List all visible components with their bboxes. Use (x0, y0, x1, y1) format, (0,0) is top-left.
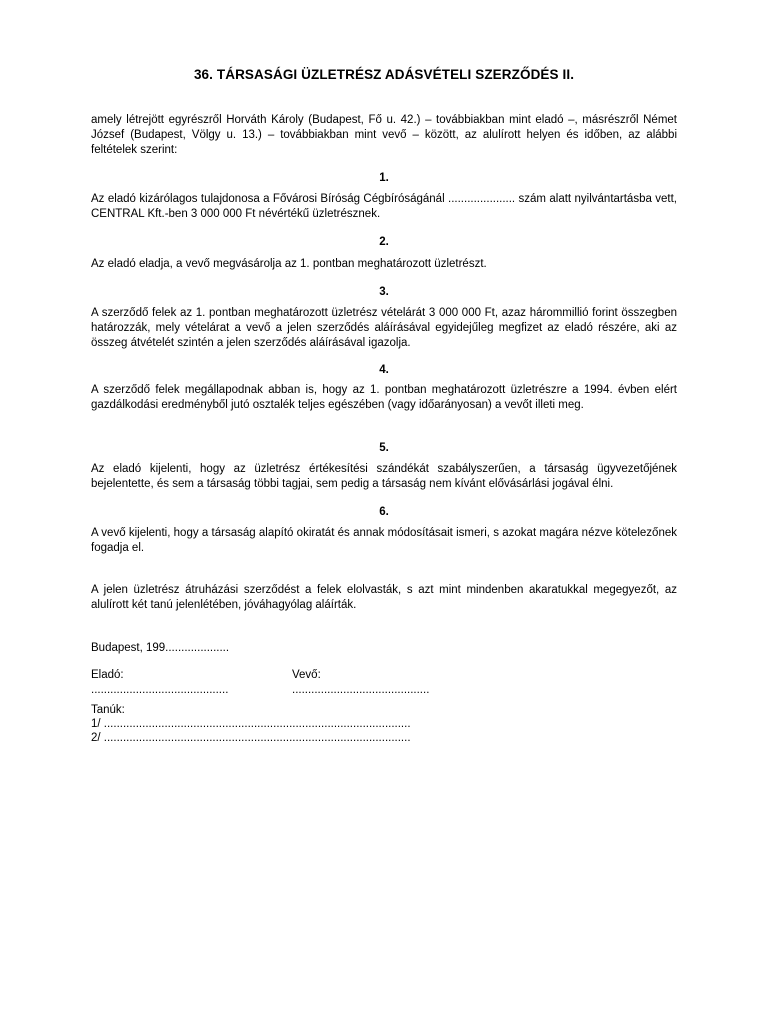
closing-paragraph: A jelen üzletrész átruházási szerződést a felek elolvasták, s azt mint mindenben akaratukkal megegyezőt, az alulírott két tanú jelenlétében, jóváhagyólag aláírták. (91, 584, 677, 611)
section-number: 1. (379, 172, 389, 184)
seller-signature-line: ........................................... (91, 684, 229, 696)
document-title: 36. TÁRSASÁGI ÜZLETRÉSZ ADÁSVÉTELI SZERZŐDÉS II. (193, 67, 575, 82)
section-text: A szerződő felek az 1. pontban meghatározott üzletrész vételárát 3 000 000 Ft, azaz hárommillió forint összegben határozzák, mely vételárat a vevő a jelen szerződés aláírásával egyidejűleg megfizet az eladó részére, aki az összeg átvételét szintén a jelen szerződés aláírásával igazolja. (91, 307, 677, 349)
section-text: Az eladó eladja, a vevő megvásárolja az 1. pontban meghatározott üzletrészt. (91, 258, 487, 270)
buyer-signature-line: ........................................... (292, 684, 430, 696)
section-text: A szerződő felek megállapodnak abban is, hogy az 1. pontban meghatározott üzletrészre a 1994. évben elért gazdálkodási eredményből jutó osztalék teljes egészében (vagy időarányosan) a vevőt illeti meg. (91, 384, 677, 411)
buyer-label: Vevő: (292, 669, 321, 681)
witness-2-line: 2/ ................................................................................................ (91, 732, 411, 744)
section-number: 4. (379, 364, 389, 376)
section-number: 3. (379, 286, 389, 298)
witness-1-line: 1/ ................................................................................................ (91, 718, 411, 730)
section-number: 5. (379, 442, 389, 454)
intro-paragraph: amely létrejött egyrészről Horváth Károly (Budapest, Fő u. 42.) – továbbiakban mint eladó –, másrészről Német József (Budapest, Völgy u. 13.) – továbbiakban mint vevő – között, az alulírott helyen és időben, az alábbi feltételek szerint: (91, 114, 677, 156)
section-text: Az eladó kijelenti, hogy az üzletrész értékesítési szándékát szabályszerűen, a társaság ügyvezetőjének bejelentette, és sem a társaság többi tagjai, sem pedig a társaság nem kívánt elővásárlási jogával élni. (91, 463, 677, 490)
section-number: 2. (379, 236, 389, 248)
section-number: 6. (379, 506, 389, 518)
place-date: Budapest, 199.................... (91, 642, 230, 654)
witnesses-label: Tanúk: (91, 704, 125, 716)
section-text: A vevő kijelenti, hogy a társaság alapító okiratát és annak módosításait ismeri, s azokat magára nézve kötelezőnek fogadja el. (91, 527, 677, 554)
section-text: Az eladó kizárólagos tulajdonosa a Fővárosi Bíróság Cégbíróságánál ..................... szám alatt nyilvántartásba vett, CENTRAL Kft.-ben 3 000 000 Ft névértékű üzletrésznek. (91, 193, 677, 220)
seller-label: Eladó: (91, 669, 124, 681)
